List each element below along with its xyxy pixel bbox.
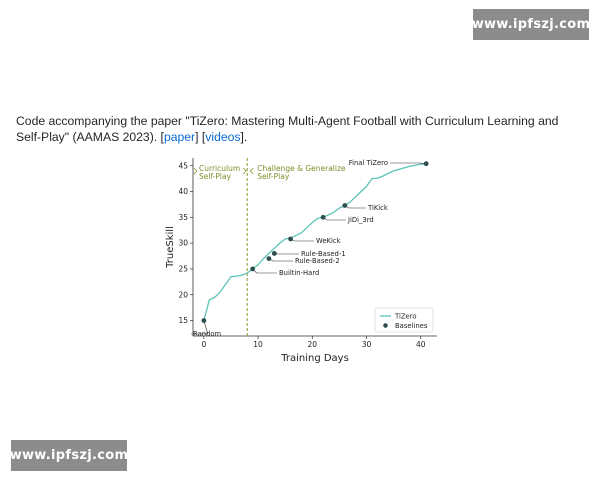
legend-baseline-swatch bbox=[383, 323, 388, 328]
baseline-point bbox=[201, 318, 206, 323]
y-tick-label: 25 bbox=[178, 264, 188, 274]
y-axis-title: TrueSkill bbox=[165, 226, 176, 268]
baseline-label: Rule-Based-1 bbox=[301, 250, 346, 258]
x-tick-label: 20 bbox=[307, 340, 318, 349]
y-tick-label: 35 bbox=[178, 212, 188, 222]
y-tick-label: 15 bbox=[178, 316, 188, 326]
y-tick-label: 30 bbox=[178, 238, 188, 248]
repo-description bbox=[16, 113, 586, 145]
baseline-label: Random bbox=[193, 330, 222, 338]
x-tick-label: 0 bbox=[201, 340, 207, 349]
phase-left-arrow bbox=[194, 168, 197, 174]
baseline-label: Rule-Based-2 bbox=[295, 257, 340, 265]
baseline-leader-line bbox=[274, 253, 299, 254]
legend-series-label: TiZero bbox=[395, 312, 417, 321]
phase-sublabel-left: Self-Play bbox=[199, 172, 232, 181]
watermark-top: www.ipfszj.com bbox=[473, 9, 589, 40]
phase-labels bbox=[194, 164, 346, 181]
baseline-label: TiKick bbox=[368, 204, 388, 212]
baseline-label: Builtin-Hard bbox=[279, 269, 320, 277]
baseline-point bbox=[267, 256, 272, 261]
y-tick-label: 40 bbox=[178, 187, 188, 197]
tizero-series-line bbox=[204, 164, 426, 321]
y-tick-label: 20 bbox=[178, 290, 188, 300]
x-tick-label: 30 bbox=[361, 340, 372, 349]
phase-sublabel-right: Self-Play bbox=[257, 172, 290, 181]
phase-divider-arrow-left bbox=[243, 168, 246, 174]
phase-label-right: Challenge & Generalize bbox=[257, 164, 346, 173]
x-tick-label: 40 bbox=[415, 340, 426, 349]
chart-legend bbox=[375, 308, 433, 332]
videos-link[interactable]: videos bbox=[205, 130, 241, 144]
watermark-bottom: www.ipfszj.com bbox=[11, 440, 127, 471]
paper-link[interactable]: paper bbox=[163, 130, 196, 144]
description-outro: ]. bbox=[240, 130, 248, 144]
phase-label-left: Curriculum bbox=[199, 164, 241, 173]
baseline-label: Final TiZero bbox=[348, 159, 388, 167]
baseline-label: JiDi_3rd bbox=[348, 216, 374, 224]
legend-baselines-label: Baselines bbox=[395, 322, 428, 330]
trueskill-chart bbox=[163, 152, 443, 366]
y-tick-label: 45 bbox=[178, 161, 188, 171]
baseline-point bbox=[288, 237, 293, 242]
description-between: ] [ bbox=[195, 130, 206, 144]
description-intro: Code accompanying the paper "TiZero: Mastering Multi-Agent Football with Curriculum Learning and Self-Play" (AAMAS 2023). [ bbox=[16, 114, 559, 144]
baseline-leader-line bbox=[345, 205, 366, 208]
trueskill-figure bbox=[163, 152, 443, 366]
baseline-point bbox=[321, 215, 326, 220]
baseline-label: WeKick bbox=[316, 237, 341, 245]
x-axis-title: Training Days bbox=[281, 353, 349, 364]
baseline-point bbox=[424, 161, 429, 166]
baseline-point bbox=[250, 267, 255, 272]
baseline-leader-line bbox=[253, 269, 277, 273]
baseline-leader-line bbox=[323, 217, 346, 220]
baseline-point bbox=[342, 203, 347, 208]
baseline-leader-line bbox=[269, 259, 293, 261]
x-tick-label: 10 bbox=[253, 340, 263, 349]
phase-divider-arrow-right bbox=[250, 168, 253, 174]
baseline-leader-line bbox=[291, 239, 314, 241]
baseline-point bbox=[272, 251, 277, 256]
